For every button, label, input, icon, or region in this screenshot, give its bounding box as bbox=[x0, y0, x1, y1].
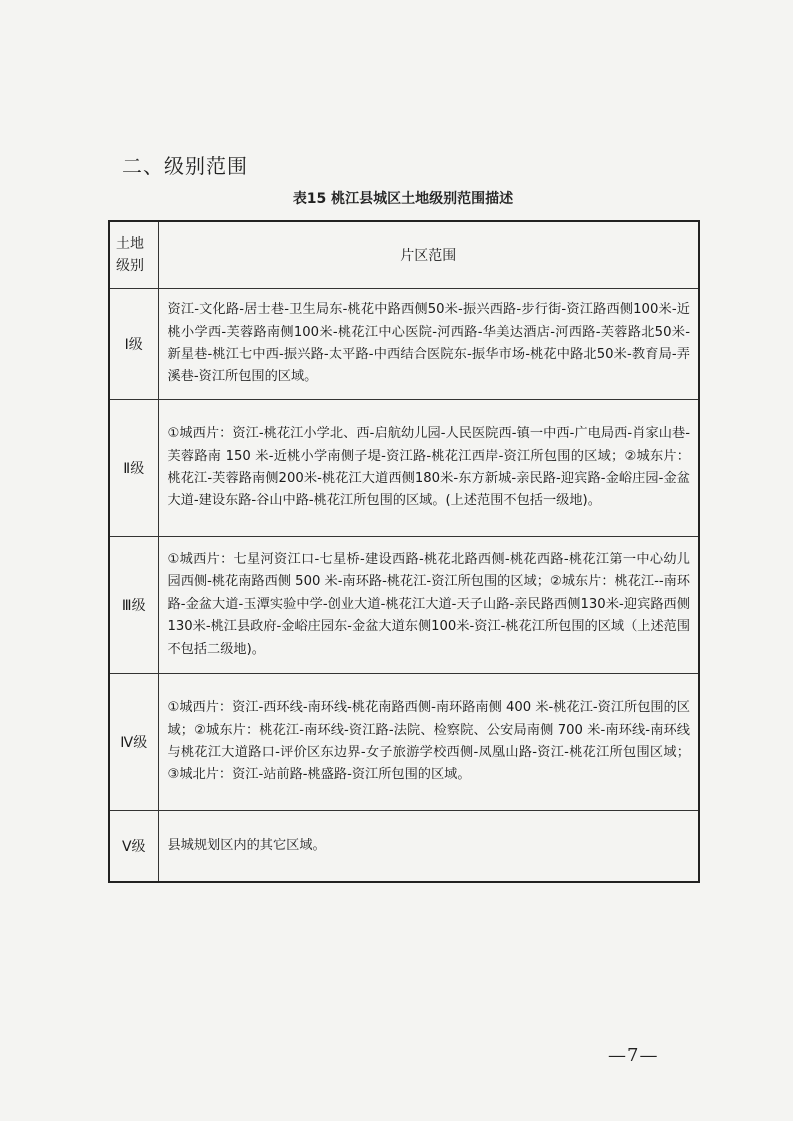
section-heading: 二、级别范围 bbox=[122, 154, 248, 178]
table-header-row bbox=[109, 221, 699, 289]
table-row bbox=[109, 289, 699, 400]
table-caption: 表15 桃江县城区土地级别范围描述 bbox=[292, 191, 514, 207]
land-level-table bbox=[108, 220, 700, 883]
table-row bbox=[109, 811, 699, 883]
level-cell: Ⅲ级 bbox=[109, 537, 158, 674]
scope-cell: 资江-文化路-居士巷-卫生局东-桃花中路西侧50米-振兴西路-步行街-资江路西侧100米-近桃小学西-芙蓉路南侧100米-桃花江中心医院-河西路-华美达酒店-河西路-芙蓉路北50米-新星巷-桃江七中西-振兴路-太平路-中西结合医院东-振华市场-桃花中路北50米-教育局-弄溪巷-资江所包围的区域。 bbox=[158, 289, 699, 400]
scope-cell: 县城规划区内的其它区域。 bbox=[158, 811, 699, 883]
page-number: —7— bbox=[608, 1045, 659, 1066]
level-cell: Ⅱ级 bbox=[109, 400, 158, 537]
level-cell: Ⅰ级 bbox=[109, 289, 158, 400]
level-cell: Ⅳ级 bbox=[109, 674, 158, 811]
header-land-level: 土地级别 bbox=[109, 221, 158, 289]
scope-cell: ①城西片：七星河资江口-七星桥-建设西路-桃花北路西侧-桃花西路-桃花江第一中心幼儿园西侧-桃花南路西侧 500 米-南环路-桃花江-资江所包围的区域；②城东片：桃花江--南环路-金盆大道-玉潭实验中学-创业大道-桃花江大道-天子山路-亲民路西侧130米-迎宾路西侧130米-桃江县政府-金峪庄园东-金盆大道东侧100米-资江-桃花江所包围的区域（上述范围不包括二级地)。 bbox=[158, 537, 699, 674]
table-row bbox=[109, 400, 699, 537]
header-scope: 片区范围 bbox=[158, 221, 699, 289]
table-row bbox=[109, 537, 699, 674]
level-cell: Ⅴ级 bbox=[109, 811, 158, 883]
scope-cell: ①城西片：资江-桃花江小学北、西-启航幼儿园-人民医院西-镇一中西-广电局西-肖家山巷-芙蓉路南 150 米-近桃小学南侧子堤-资江路-桃花江西岸-资江所包围的区域；②城东片：桃花江-芙蓉路南侧200米-桃花江大道西侧180米-东方新城-亲民路-迎宾路-金峪庄园-金盆大道-建设东路-谷山中路-桃花江所包围的区域。(上述范围不包括一级地)。 bbox=[158, 400, 699, 537]
scope-cell: ①城西片：资江-西环线-南环线-桃花南路西侧-南环路南侧 400 米-桃花江-资江所包围的区域；②城东片：桃花江-南环线-资江路-法院、检察院、公安局南侧 700 米-南环线-南环线与桃花江大道路口-评价区东边界-女子旅游学校西侧-凤凰山路-资江-桃花江所包围区域；③城北片：资江-站前路-桃盛路-资江所包围的区域。 bbox=[158, 674, 699, 811]
table-row bbox=[109, 674, 699, 811]
